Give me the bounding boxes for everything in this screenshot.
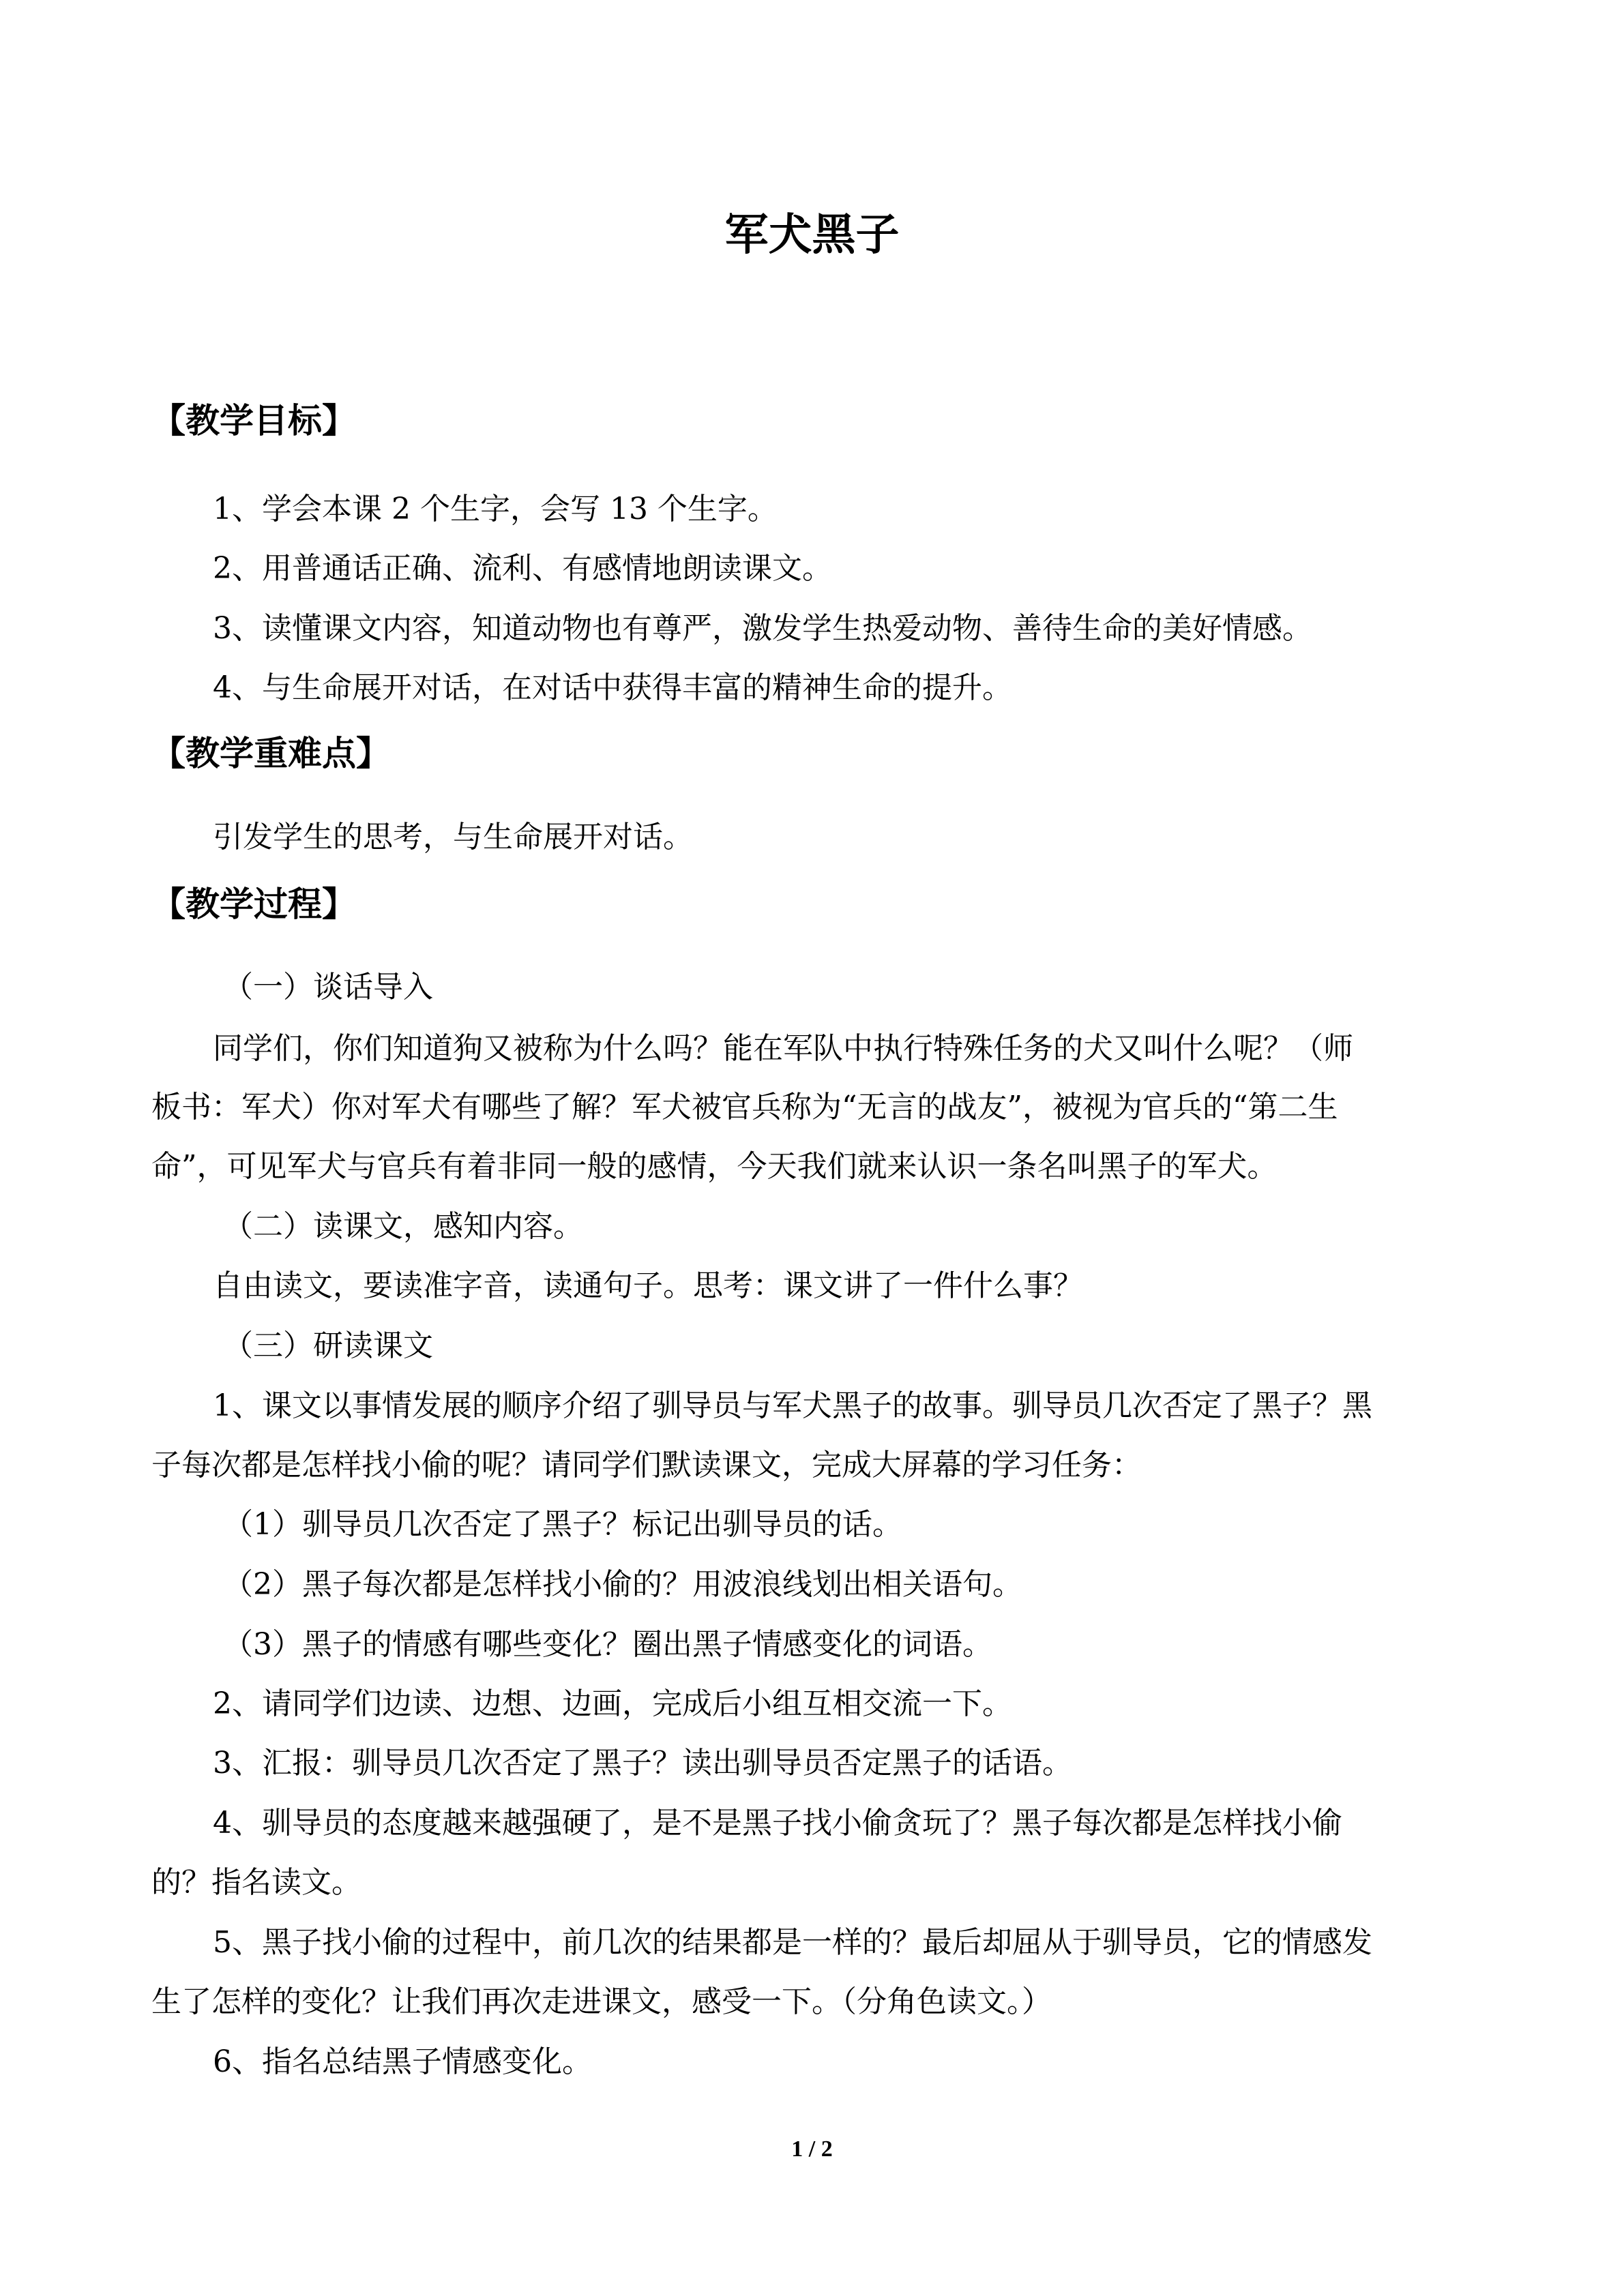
process-line: （1）驯导员几次否定了黑子？标记出驯导员的话。 [223,1507,902,1542]
process-line: 自由读文，要读准字音，读通句子。思考：课文讲了一件什么事？ [213,1268,1083,1303]
process-line: 命”，可见军犬与官兵有着非同一般的感情，今天我们就来认识一条名叫黑子的军犬。 [151,1149,1278,1184]
key-points-text: 引发学生的思考，与生命展开对话。 [213,820,693,854]
process-line: （二）读课文，感知内容。 [223,1209,583,1244]
section-heading-process: 【教学过程】 [151,884,356,924]
process-line: 板书：军犬）你对军犬有哪些了解？军犬被官兵称为“无言的战友”，被视为官兵的“第二生 [151,1090,1338,1124]
process-line: 6、指名总结黑子情感变化。 [213,2044,592,2079]
process-line: 生了怎样的变化？让我们再次走进课文，感受一下。（分角色读文。） [151,1984,1052,2019]
process-line: （三）研读课文 [223,1328,433,1363]
section-heading-goals: 【教学目标】 [151,401,356,441]
page-number: 1 / 2 [791,2136,833,2162]
document-title: 军犬黑子 [724,210,900,260]
goal-item: 2、用普通话正确、流利、有感情地朗读课文。 [213,551,832,586]
process-line: 5、黑子找小偷的过程中，前几次的结果都是一样的？最后却屈从于驯导员，它的情感发 [213,1925,1372,1960]
process-line: 子每次都是怎样找小偷的呢？请同学们默读课文，完成大屏幕的学习任务： [151,1448,1142,1482]
process-line: （3）黑子的情感有哪些变化？圈出黑子情感变化的词语。 [223,1627,992,1662]
process-line: 4、驯导员的态度越来越强硬了，是不是黑子找小偷贪玩了？黑子每次都是怎样找小偷 [213,1806,1342,1840]
process-line: （一）谈话导入 [223,970,433,1004]
goal-item: 4、与生命展开对话，在对话中获得丰富的精神生命的提升。 [213,670,1012,705]
process-line: 的？指名读文。 [151,1865,361,1900]
process-line: （2）黑子每次都是怎样找小偷的？用波浪线划出相关语句。 [223,1567,1022,1602]
process-line: 2、请同学们边读、边想、边画，完成后小组互相交流一下。 [213,1686,1012,1721]
section-heading-key-points: 【教学重难点】 [151,734,390,773]
process-line: 3、汇报：驯导员几次否定了黑子？读出驯导员否定黑子的话语。 [213,1746,1072,1780]
goal-item: 1、学会本课 2 个生字，会写 13 个生字。 [213,492,778,526]
process-line: 同学们，你们知道狗又被称为什么吗？能在军队中执行特殊任务的犬又叫什么呢？（师 [213,1031,1353,1066]
process-line: 1、课文以事情发展的顺序介绍了驯导员与军犬黑子的故事。驯导员几次否定了黑子？黑 [213,1388,1372,1423]
goal-item: 3、读懂课文内容，知道动物也有尊严，激发学生热爱动物、善待生命的美好情感。 [213,611,1312,646]
